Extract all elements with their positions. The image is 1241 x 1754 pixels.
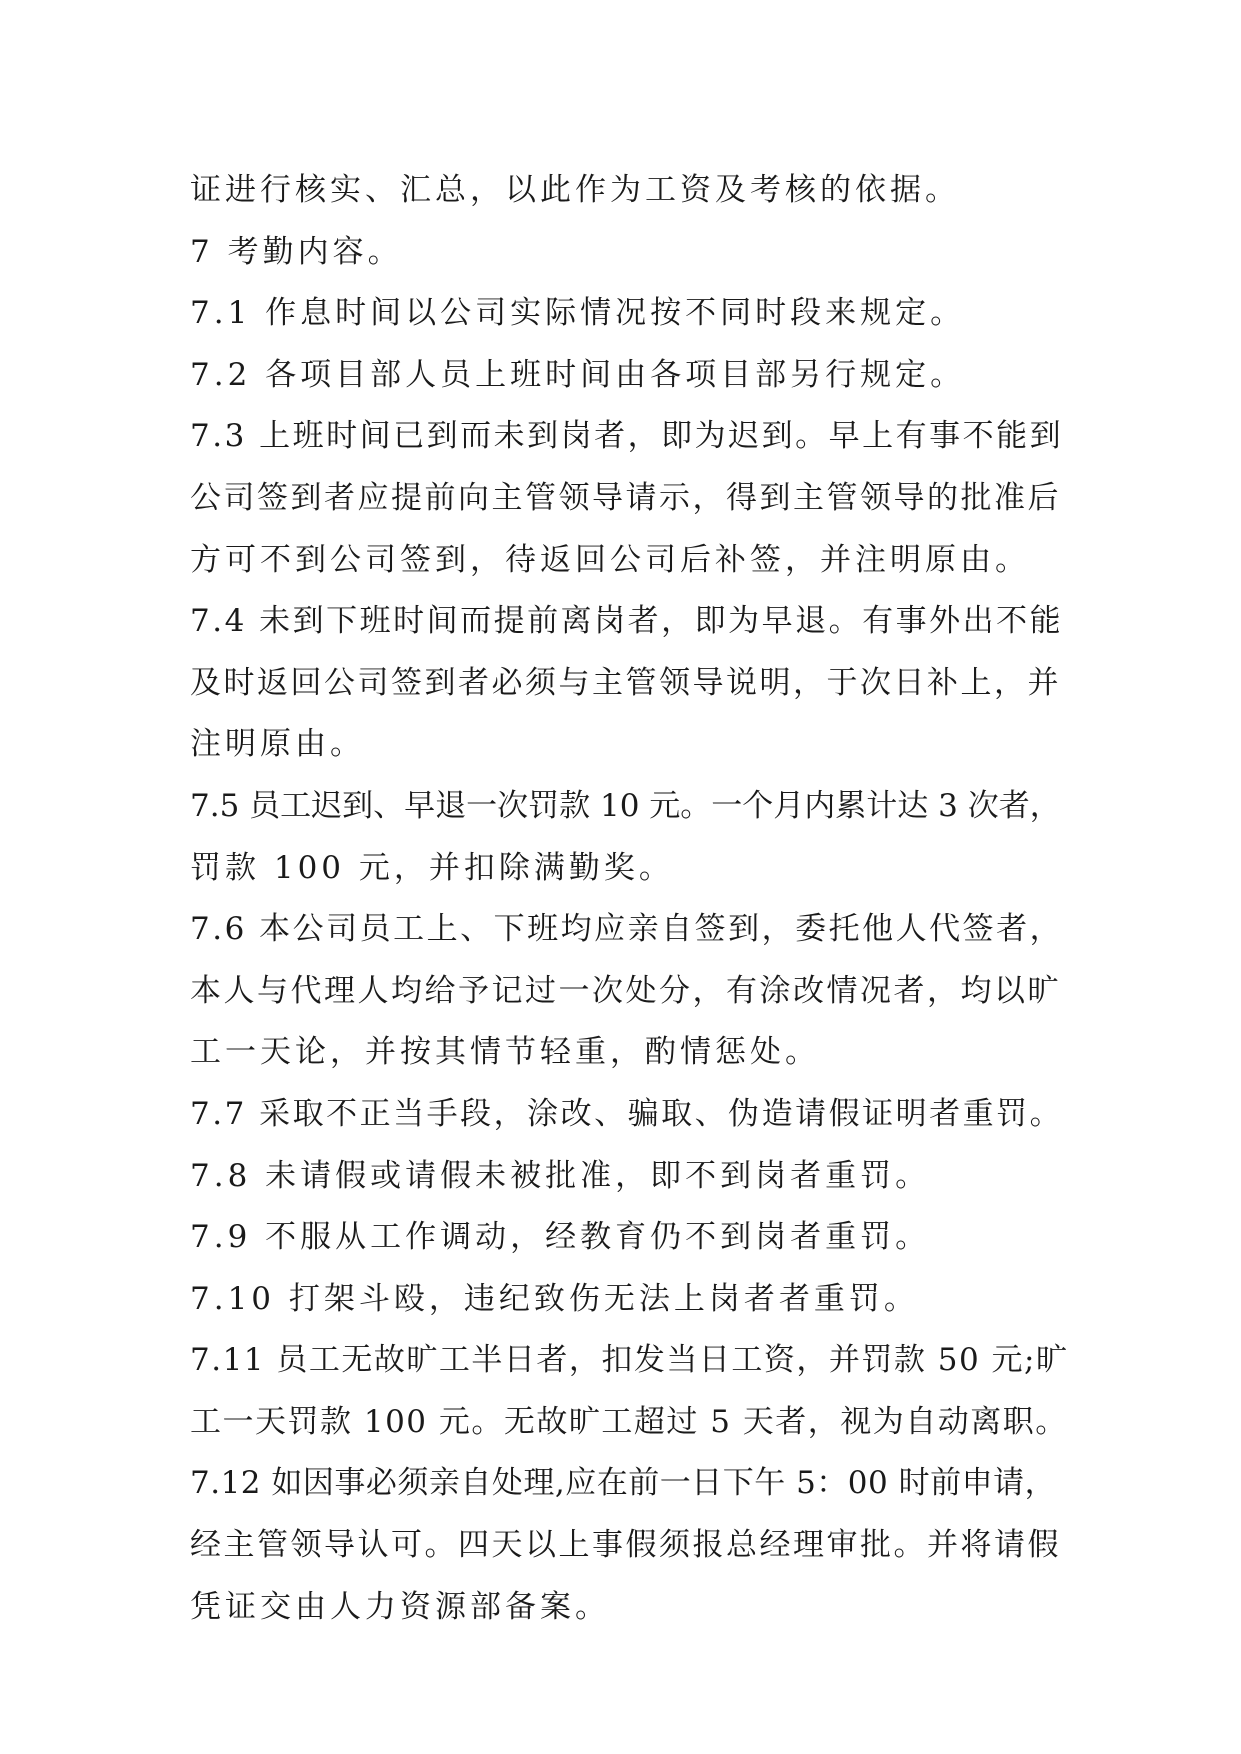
text-line: 7.9 不服从工作调动，经教育仍不到岗者重罚。: [190, 1219, 931, 1256]
text-line: 7.11 员工无故旷工半日者，扣发当日工资，并罚款 50 元;旷: [190, 1342, 1069, 1379]
text-line: 及时返回公司签到者必须与主管领导说明，于次日补上，并: [190, 664, 1061, 701]
text-line: 经主管领导认可。四天以上事假须报总经理审批。并将请假: [190, 1527, 1061, 1564]
text-line: 7.8 未请假或请假未被批准，即不到岗者重罚。: [190, 1157, 931, 1194]
text-line: 工一天论，并按其情节轻重，酌情惩处。: [190, 1034, 820, 1071]
text-line: 凭证交由人力资源部备案。: [190, 1588, 610, 1625]
text-line: 工一天罚款 100 元。无故旷工超过 5 天者，视为自动离职。: [190, 1403, 1068, 1440]
text-line: 7.4 未到下班时间而提前离岗者，即为早退。有事外出不能: [190, 603, 1064, 640]
text-line: 方可不到公司签到，待返回公司后补签，并注明原由。: [190, 541, 1030, 578]
text-line: 7.10 打架斗殴，违纪致伤无法上岗者者重罚。: [190, 1280, 919, 1317]
text-line: 证进行核实、汇总，以此作为工资及考核的依据。: [190, 172, 960, 208]
text-line: 7.1 作息时间以公司实际情况按不同时段来规定。: [190, 295, 966, 332]
text-line: 7.6 本公司员工上、下班均应亲自签到，委托他人代签者，: [190, 911, 1064, 948]
text-line: 7.12 如因事必须亲自处理,应在前一日下午 5：00 时前申请，: [190, 1465, 1057, 1502]
text-line: 7.7 采取不正当手段，涂改、骗取、伪造请假证明者重罚。: [190, 1095, 1064, 1132]
text-line: 罚款 100 元，并扣除满勤奖。: [190, 849, 674, 886]
text-line: 7 考勤内容。: [190, 233, 403, 270]
text-line: 公司签到者应提前向主管领导请示，得到主管领导的批准后: [190, 479, 1061, 516]
text-line: 注明原由。: [190, 726, 365, 763]
text-line: 本人与代理人均给予记过一次处分，有涂改情况者，均以旷: [190, 972, 1061, 1009]
text-line: 7.5 员工迟到、早退一次罚款 10 元。一个月内累计达 3 次者，: [190, 787, 1061, 824]
text-line: 7.2 各项目部人员上班时间由各项目部另行规定。: [190, 356, 966, 393]
document-body: [190, 160, 1070, 1638]
text-line: 7.3 上班时间已到而未到岗者，即为迟到。早上有事不能到: [190, 418, 1064, 455]
